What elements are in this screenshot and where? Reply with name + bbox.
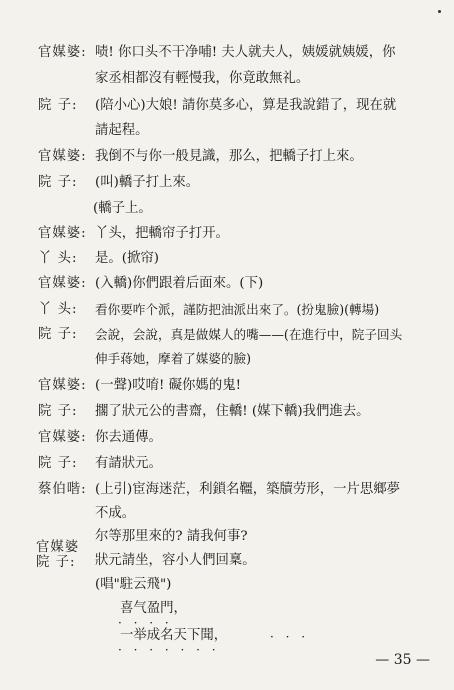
speaker-label: 官媒婆 (36, 540, 80, 555)
speaker-label: 蔡伯喈: (38, 482, 87, 497)
speaker-label: 官媒婆: (38, 226, 87, 241)
dialogue-line: 伸手蒋她，摩着了媒婆的臉) (95, 351, 252, 366)
speaker-label: 官媒婆: (38, 430, 87, 445)
dialogue-line: (一聲)哎唷! 礙你媽的鬼! (95, 378, 241, 393)
dialogue-line: 你去通傳。 (95, 430, 162, 445)
dialogue-line: 家丞相都沒有輕慢我，你竟敢無礼。 (95, 71, 310, 86)
speaker-label: 院 子: (38, 98, 78, 113)
speaker-label: 院 子: (38, 456, 78, 471)
verse-line: 喜气盈門， (120, 601, 187, 616)
dialogue-line: 丫头，把轎帘子打开。 (95, 226, 229, 241)
dialogue-line: 狀元請坐，容小人們回稟。 (95, 553, 256, 568)
dialogue-line: 擱了狀元公的書齋，住轎! (媒下轎)我們進去。 (95, 404, 370, 419)
verse-line: 一举成名天下聞， (120, 628, 228, 643)
speaker-label: 丫 头: (38, 302, 78, 317)
dialogue-line: 不成。 (95, 506, 136, 521)
dialogue-line: (入轎)你們跟着后面來。(下) (95, 276, 264, 291)
speaker-label: 官媒婆: (38, 45, 87, 60)
dialogue-line: 是。(掀帘) (95, 251, 160, 266)
speaker-label: 院 子: (38, 404, 78, 419)
emphasis-dots: · · · · (118, 616, 173, 630)
dialogue-line: (陪小心)大娘! 請你莫多心，算是我說錯了，现在就 (95, 98, 397, 113)
paper-speck (438, 10, 441, 13)
speaker-label: 院 子: (36, 555, 76, 570)
speaker-label: 官媒婆: (38, 149, 87, 164)
dialogue-line: 我倒不与你一般見識，那么，把轎子打上來。 (95, 149, 363, 164)
speaker-label: 丫 头: (38, 251, 78, 266)
dialogue-line: 会說，会說，真是做媒人的嘴——(在進行中，院子回头 (95, 327, 403, 342)
speaker-label: 官媒婆: (38, 378, 87, 393)
speaker-label: 院 子: (38, 175, 78, 190)
dialogue-line: 尔等那里來的? 請我何事? (95, 529, 248, 544)
speaker-label: 院 子: (38, 327, 78, 342)
dialogue-line: 啧! 你口头不干净哺! 夫人就夫人，姨媛就姨媛，你 (95, 45, 396, 60)
dialogue-line: 請起程。 (95, 123, 149, 138)
page-number: — 35 — (375, 652, 430, 668)
dialogue-line: 有請狀元。 (95, 456, 162, 471)
emphasis-dots: · · · · · · · (118, 643, 220, 657)
speaker-label: 官媒婆: (38, 276, 87, 291)
dialogue-line: 看你要咋个派，謹防把油派出來了。(扮鬼臉)(轉場) (95, 302, 380, 317)
stage-direction: (轎子上。 (93, 201, 152, 216)
aria-title: (唱"駐云飛") (95, 577, 172, 592)
emphasis-dots: · · · (270, 630, 310, 644)
dialogue-line: (叫)轎子打上來。 (95, 175, 200, 190)
dialogue-line: (上引)宦海迷茫，利鎖名韁，築牘劳形，一片思鄉夢 (95, 482, 401, 497)
